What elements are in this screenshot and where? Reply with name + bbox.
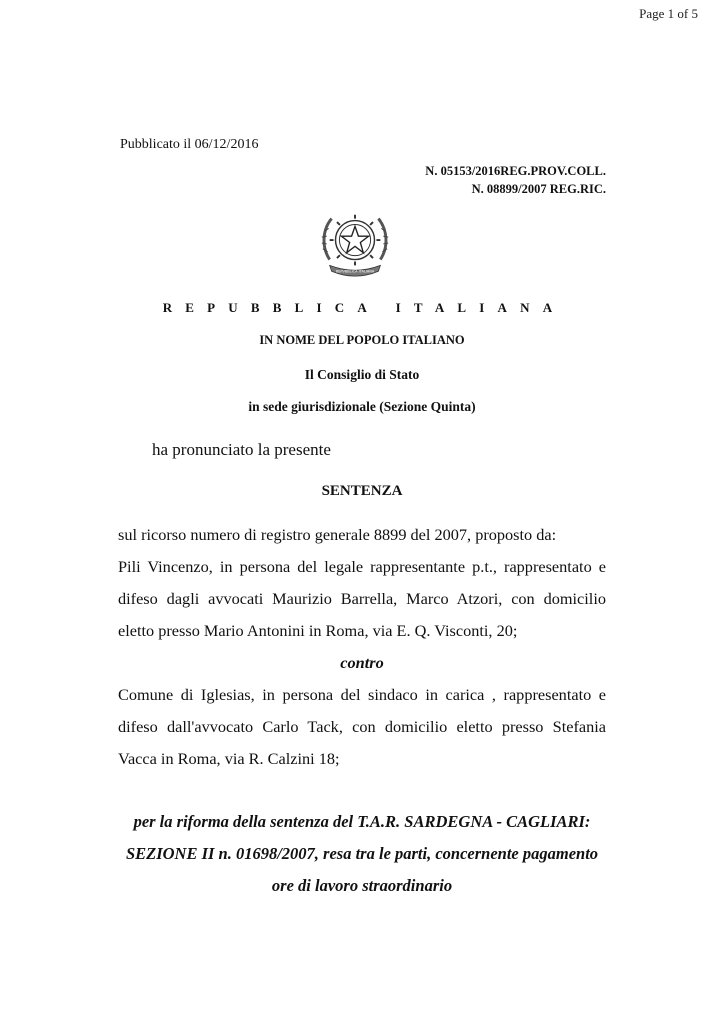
- reference-ric: N. 08899/2007 REG.RIC.: [471, 182, 606, 196]
- contro-heading: contro: [340, 653, 384, 672]
- ricorrente-paragraph: Pili Vincenzo, in persona del legale rappresentante p.t., rappresentato e difeso dagli avvocati Maurizio Barrella, Marco Atzori, con domicilio eletto presso Mario Antonini in Roma, via E. Q. Visconti, 20;: [118, 557, 606, 640]
- republic-heading: REPUBBLICA ITALIANA: [162, 300, 566, 315]
- pronunciato-line: ha pronunciato la presente: [152, 440, 331, 459]
- resistente-paragraph: Comune di Iglesias, in persona del sindaco in carica , rappresentato e difeso dall'avvocato Carlo Tack, con domicilio eletto presso Stefania Vacca in Roma, via R. Calzini 18;: [118, 685, 606, 768]
- riforma-paragraph: per la riforma della sentenza del T.A.R. SARDEGNA - CAGLIARI: SEZIONE II n. 01698/2007, resa tra le parti, concernente pagamento ore di lavoro straordinario: [125, 812, 599, 895]
- ricorso-paragraph: sul ricorso numero di registro generale 8899 del 2007, proposto da:: [118, 525, 557, 544]
- emblem-ribbon-text: REPVBBLICA ITALIANA: [335, 269, 375, 274]
- consiglio-heading: Il Consiglio di Stato: [304, 367, 420, 382]
- page-indicator: Page 1 of 5: [639, 6, 698, 21]
- sede-heading: in sede giurisdizionale (Sezione Quinta): [248, 399, 476, 414]
- in-nome-heading: IN NOME DEL POPOLO ITALIANO: [259, 333, 465, 347]
- document-body: [118, 519, 606, 775]
- italian-republic-emblem-icon: [316, 203, 394, 281]
- sentenza-title: SENTENZA: [321, 483, 403, 499]
- publication-date: Pubblicato il 06/12/2016: [120, 137, 259, 152]
- reference-coll: N. 05153/2016REG.PROV.COLL.: [425, 164, 606, 178]
- case-references: [425, 162, 606, 198]
